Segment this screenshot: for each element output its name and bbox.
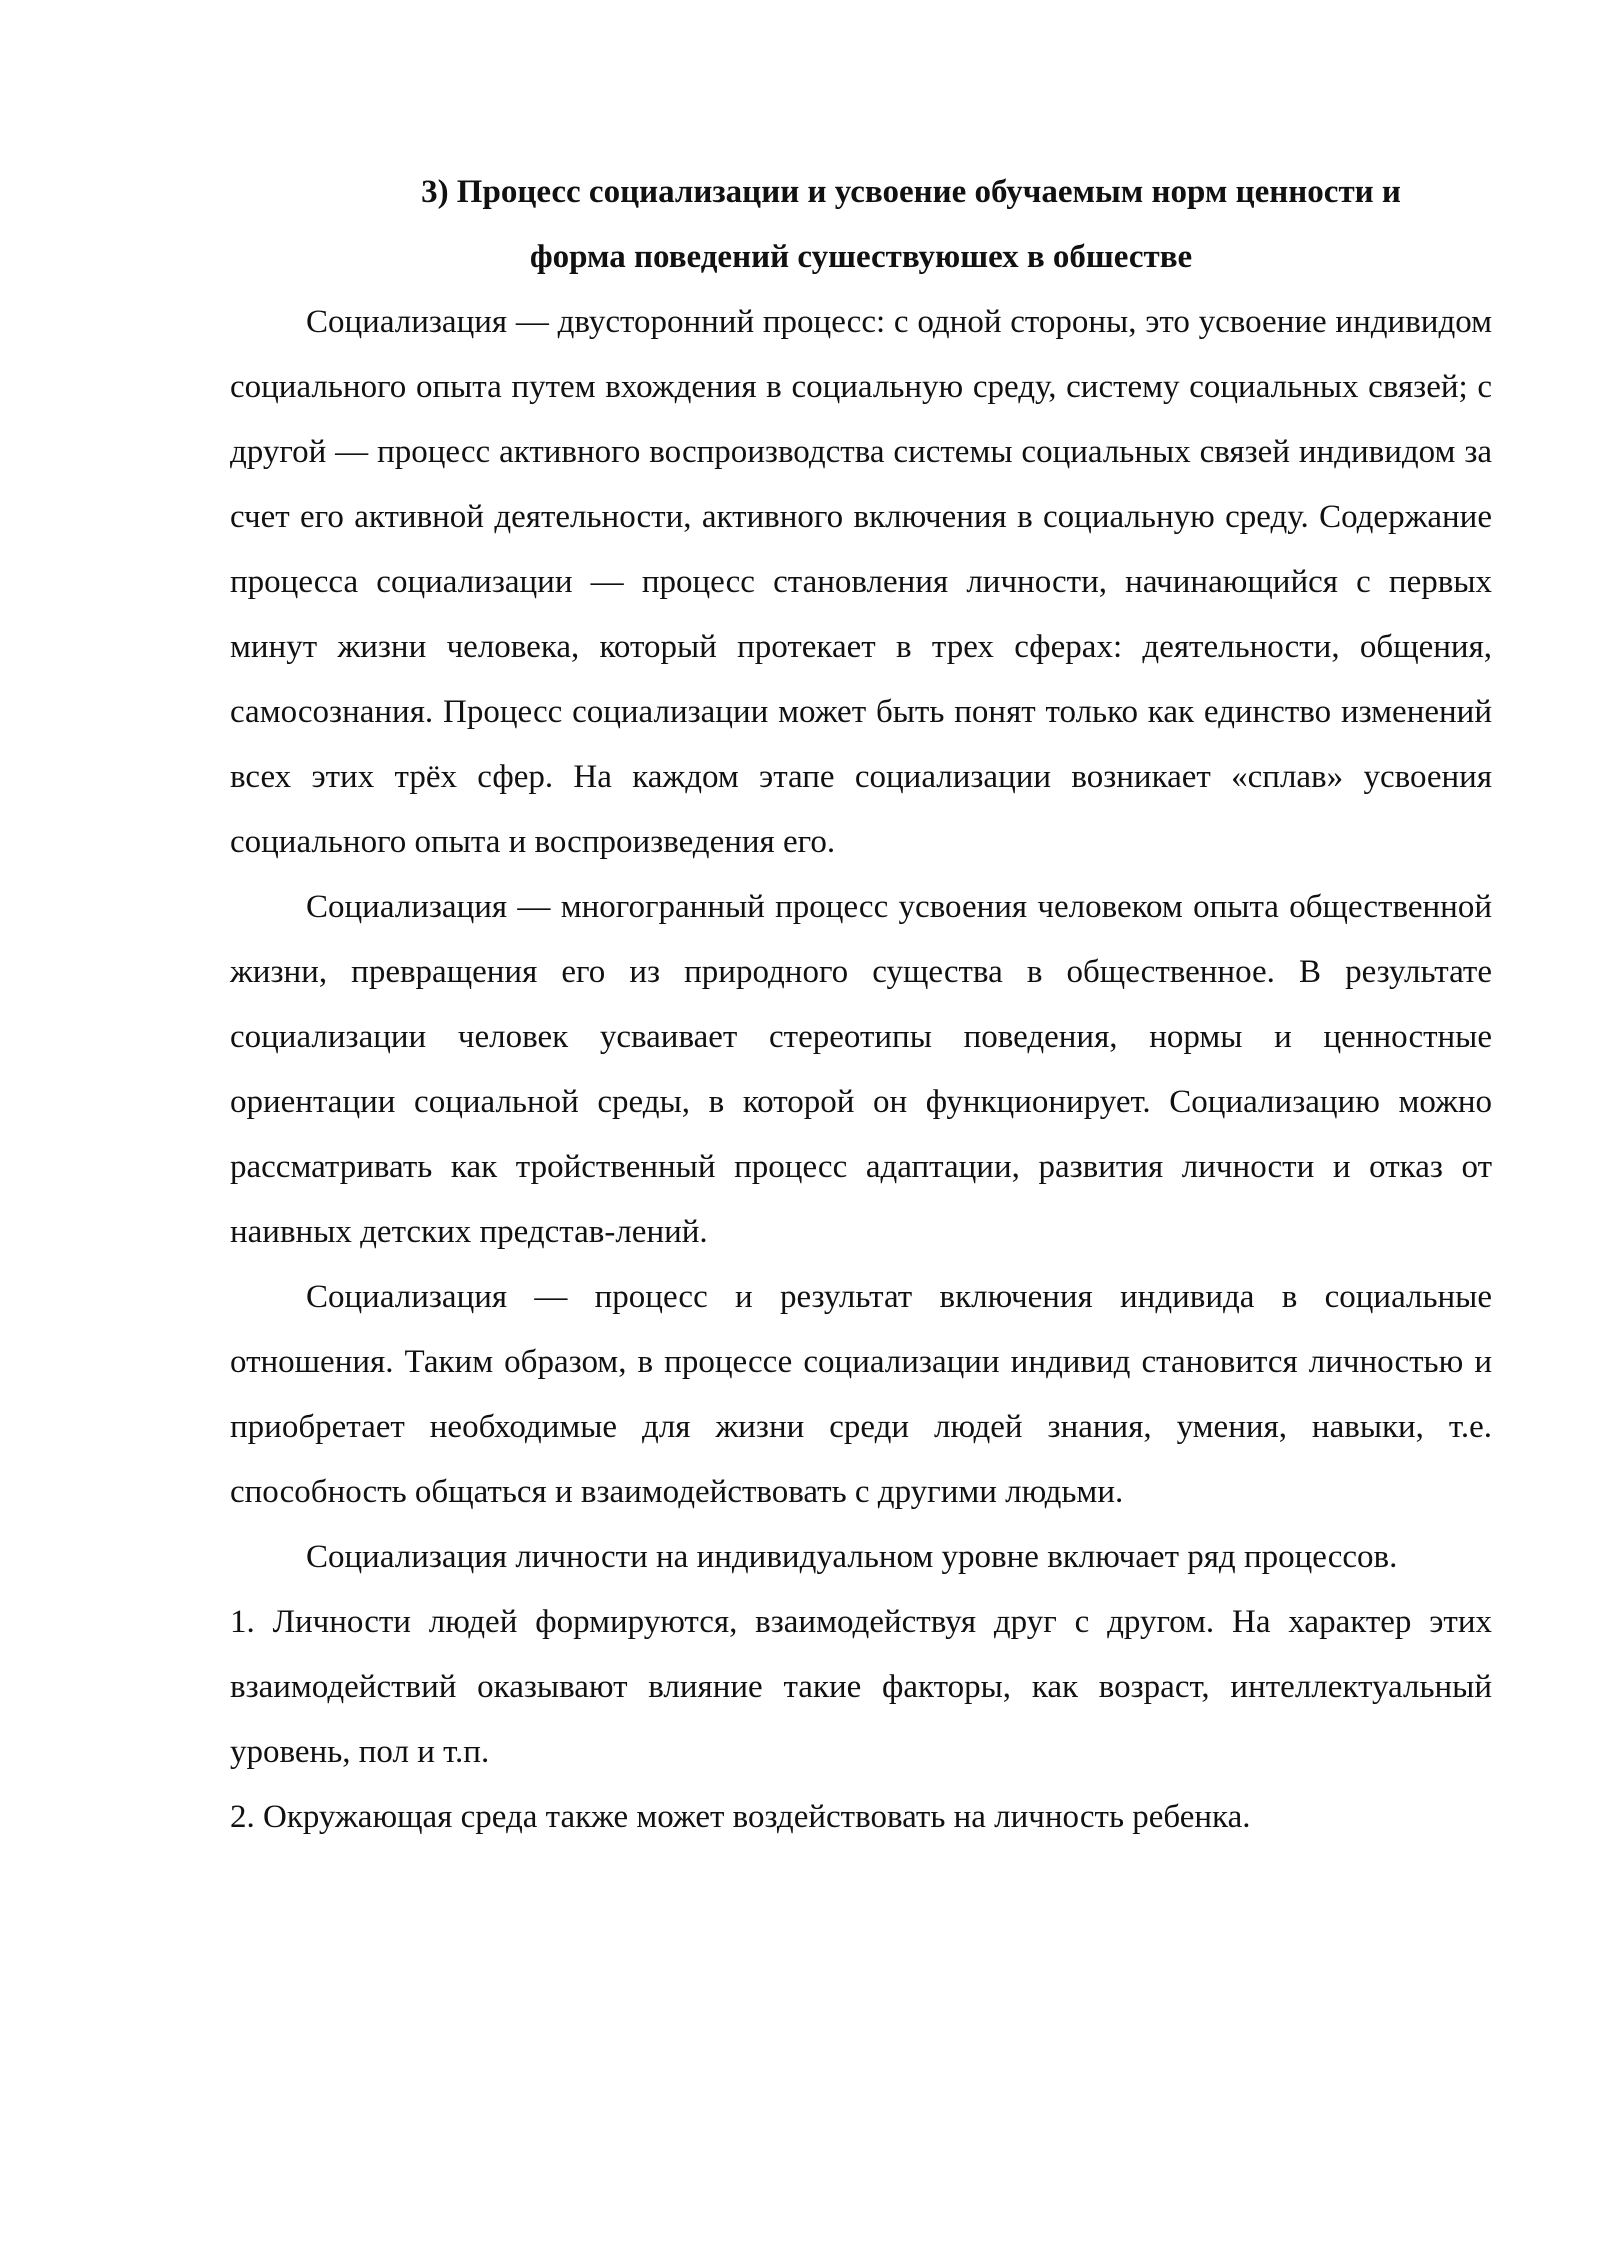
document-body — [230, 160, 1492, 1850]
paragraph-2: Социализация — многогранный процесс усвоения человеком опыта общественной жизни, превращения его из природного существа в общественное. В результате социализации человек усваивает стереотипы поведения, нормы и ценностные ориентации социальной среды, в которой он функционирует. Социализацию можно рассматривать как тройственный процесс адаптации, развития личности и отказ от наивных детских представ-лений. — [230, 889, 1492, 1250]
list-item-1: 1. Личности людей формируются, взаимодействуя друг с другом. На характер этих взаимодействий оказывают влияние такие факторы, как возраст, интеллектуальный уровень, пол и т.п. — [230, 1604, 1492, 1770]
section-heading — [230, 160, 1492, 290]
paragraph-1: Социализация — двусторонний процесс: с одной стороны, это усвоение индивидом социального опыта путем вхождения в социальную среду, систему социальных связей; с другой — процесс активного воспроизводства системы социальных связей индивидом за счет его активной деятельности, активного включения в социальную среду. Содержание процесса социализации — процесс становления личности, начинающийся с первых минут жизни человека, который протекает в трех сферах: деятельности, общения, самосознания. Процесс социализации может быть понят только как единство изменений всех этих трёх сфер. На каждом этапе социализации возникает «сплав» усвоения социального опыта и воспроизведения его. — [230, 304, 1492, 860]
heading-line-1: 3) Процесс социализации и усвоение обучаемым норм ценности и — [421, 174, 1401, 210]
heading-line-2: форма поведений сушествуюшех в обшестве — [529, 239, 1193, 275]
paragraph-3: Социализация — процесс и результат включения индивида в социальные отношения. Таким образом, в процессе социализации индивид становится личностью и приобретает необходимые для жизни среди людей знания, умения, навыки, т.е. способность общаться и взаимодействовать с другими людьми. — [230, 1279, 1492, 1510]
list-item-2: 2. Окружающая среда также может воздействовать на личность ребенка. — [230, 1799, 1251, 1835]
paragraph-4: Социализация личности на индивидуальном уровне включает ряд процессов. — [306, 1539, 1398, 1575]
